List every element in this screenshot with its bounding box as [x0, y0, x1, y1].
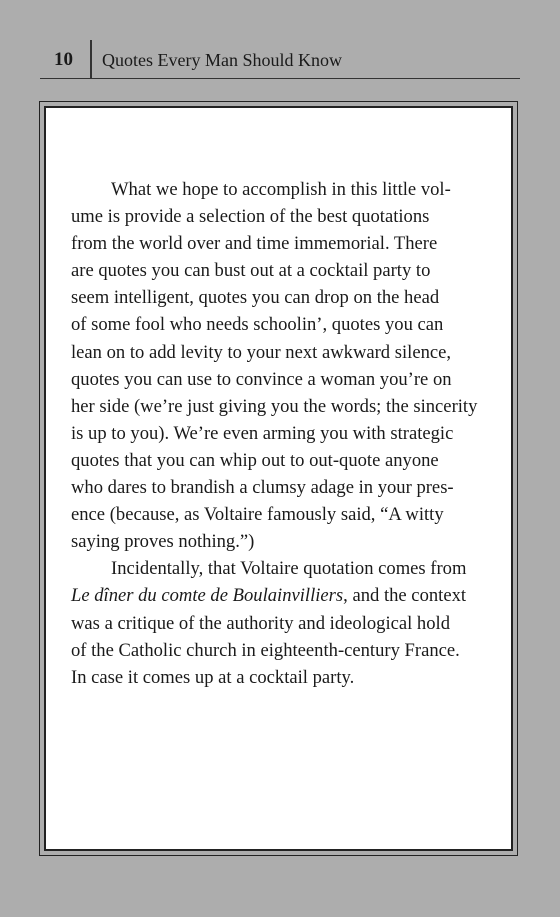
text-panel: [44, 106, 513, 851]
page-number: 10: [54, 49, 73, 70]
paragraph-2: [71, 555, 494, 690]
header-divider: [90, 40, 92, 78]
body-text: [71, 176, 494, 691]
book-title: Quotes Every Man Should Know: [102, 50, 342, 70]
running-header: [40, 40, 520, 79]
book-reference-italic: Le dîner du comte de Boulainvilliers: [71, 585, 344, 607]
paragraph-1: What we hope to accomplish in this little vol- ume is provide a selection of the best quotations from the world over and time immemorial. There are quotes you can bust out at a cocktail party to seem intelligent, quotes you can drop on the head of some fool who needs schoolin’, quotes you can lean on to add levity to your next awkward silence, quotes you can use to convince a woman you’re on her side (we’re just giving you the words; the sincerity is up to you). We’re even arming you with strategic quotes that you can whip out to out-quote anyone who dares to brandish a clumsy adage in your pres- ence (because, as Voltaire famously said, “A witty saying proves nothing.”): [71, 179, 478, 553]
text-frame: [39, 101, 518, 856]
paragraph-2-start: Incidentally, that Voltaire quotation comes from: [111, 558, 467, 580]
paragraph-2-end: , and the context was a critique of the authority and ideological hold of the Catholic church in eighteenth-century France. In case it comes up at a cocktail party.: [71, 585, 467, 688]
